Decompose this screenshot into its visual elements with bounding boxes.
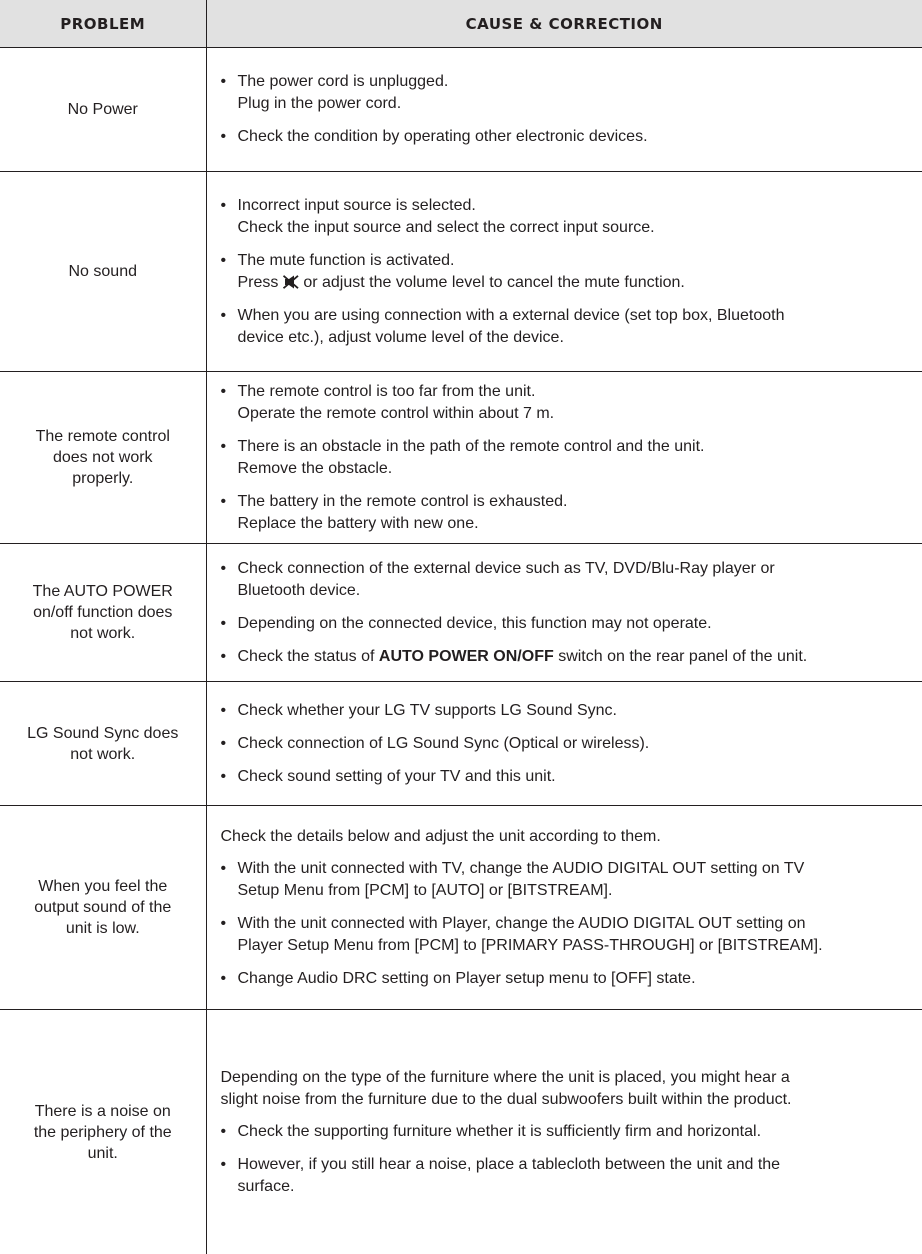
- solution-cell: [206, 372, 922, 544]
- table-row: [0, 172, 922, 372]
- solution-list: [221, 858, 915, 990]
- list-item: • With the unit connected with TV, change the AUDIO DIGITAL OUT setting on TV Setup Menu from [PCM] to [AUTO] or [BITSTREAM].: [221, 858, 915, 902]
- problem-text: No Power: [68, 101, 138, 118]
- table-row: [0, 544, 922, 682]
- problem-text: LG Sound Sync does not work.: [27, 725, 178, 763]
- solution-list: [221, 700, 915, 788]
- problem-cell: [0, 806, 206, 1010]
- problem-cell: [0, 682, 206, 806]
- problem-cell: [0, 544, 206, 682]
- solution-cell: [206, 48, 922, 172]
- list-item: • Depending on the connected device, this function may not operate.: [221, 613, 915, 635]
- problem-text: The AUTO POWER on/off function does not work.: [33, 583, 173, 642]
- list-item: • The power cord is unplugged. Plug in the power cord.: [221, 71, 915, 115]
- problem-text: When you feel the output sound of the unit is low.: [34, 878, 171, 937]
- list-item: • The mute function is activated. Press or adjust the volume level to cancel the mute function.: [221, 250, 915, 294]
- solution-list: [221, 381, 915, 535]
- header-row: [0, 0, 922, 48]
- header-problem: PROBLEM: [0, 0, 206, 48]
- list-item: • With the unit connected with Player, change the AUDIO DIGITAL OUT setting on Player Setup Menu from [PCM] to [PRIMARY PASS-THROUGH] or [BITSTREAM].: [221, 913, 915, 957]
- list-item: • Check the status of AUTO POWER ON/OFF switch on the rear panel of the unit.: [221, 646, 915, 668]
- solution-intro: Check the details below and adjust the unit according to them.: [221, 826, 915, 848]
- list-item: • When you are using connection with a external device (set top box, Bluetooth device etc.), adjust volume level of the device.: [221, 305, 915, 349]
- mute-speaker-icon: [283, 275, 299, 289]
- solution-intro: Depending on the type of the furniture where the unit is placed, you might hear a slight noise from the furniture due to the dual subwoofers built within the product.: [221, 1067, 915, 1111]
- solution-list: [221, 195, 915, 349]
- table-row: [0, 682, 922, 806]
- list-item: • Change Audio DRC setting on Player setup menu to [OFF] state.: [221, 968, 915, 990]
- list-item: • Check the supporting furniture whether it is sufficiently firm and horizontal.: [221, 1121, 915, 1143]
- solution-cell: [206, 1010, 922, 1254]
- solution-cell: [206, 172, 922, 372]
- list-item: • There is an obstacle in the path of the remote control and the unit. Remove the obstacle.: [221, 436, 915, 480]
- solution-list: [221, 558, 915, 668]
- table-row: [0, 48, 922, 172]
- list-item: • Check sound setting of your TV and this unit.: [221, 766, 915, 788]
- table-row: [0, 806, 922, 1010]
- problem-cell: [0, 48, 206, 172]
- problem-cell: [0, 172, 206, 372]
- list-item: • The battery in the remote control is exhausted. Replace the battery with new one.: [221, 491, 915, 535]
- table-row: [0, 372, 922, 544]
- list-item: • However, if you still hear a noise, place a tablecloth between the unit and the surface.: [221, 1154, 915, 1198]
- table-row: [0, 1010, 922, 1254]
- problem-text: No sound: [69, 263, 138, 280]
- problem-text: There is a noise on the periphery of the unit.: [34, 1103, 172, 1162]
- header-cause-correction: CAUSE & CORRECTION: [206, 0, 922, 48]
- solution-cell: [206, 544, 922, 682]
- list-item: • Check the condition by operating other electronic devices.: [221, 126, 915, 148]
- solution-cell: [206, 682, 922, 806]
- solution-cell: [206, 806, 922, 1010]
- list-item: • Check connection of the external device such as TV, DVD/Blu-Ray player or Bluetooth device.: [221, 558, 915, 602]
- solution-list: [221, 71, 915, 148]
- problem-text: The remote control does not work properly.: [36, 428, 170, 487]
- solution-list: [221, 1121, 915, 1198]
- problem-cell: [0, 1010, 206, 1254]
- problem-cell: [0, 372, 206, 544]
- list-item: • Check connection of LG Sound Sync (Optical or wireless).: [221, 733, 915, 755]
- list-item: • Incorrect input source is selected. Check the input source and select the correct input source.: [221, 195, 915, 239]
- list-item: • Check whether your LG TV supports LG Sound Sync.: [221, 700, 915, 722]
- list-item: • The remote control is too far from the unit. Operate the remote control within about 7 m.: [221, 381, 915, 425]
